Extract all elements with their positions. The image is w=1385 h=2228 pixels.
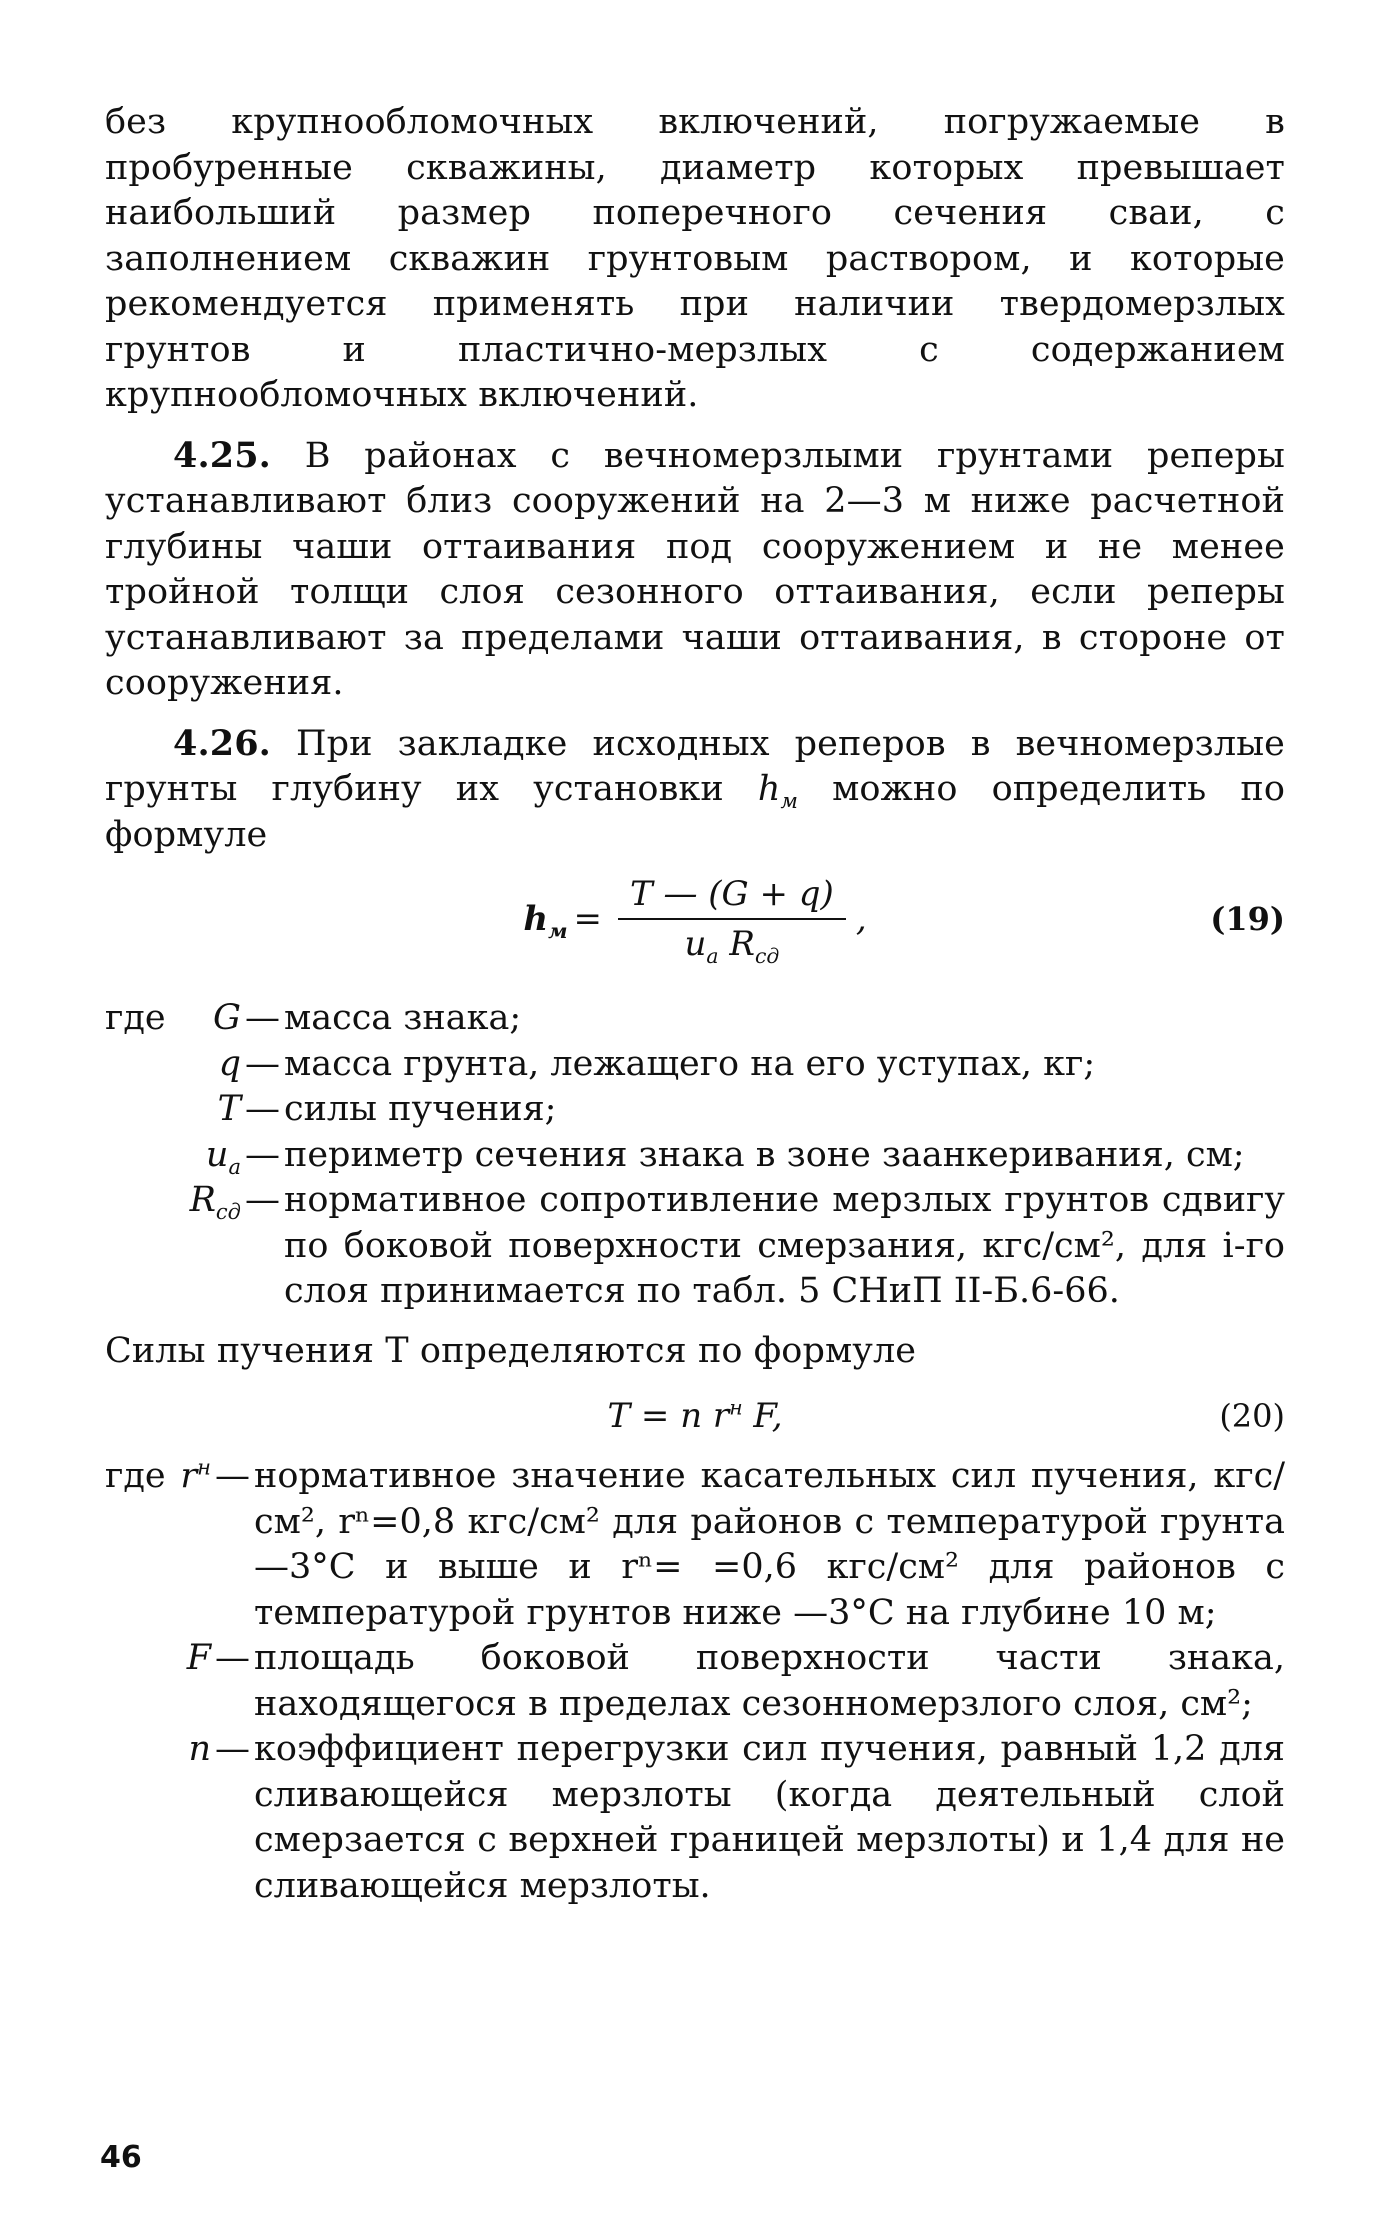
section-text-before: При закладке исходных реперов в вечномерзлые грунты глубину их установки bbox=[105, 723, 1285, 809]
formula-numerator: T — (G + q) bbox=[618, 874, 846, 920]
page-number: 46 bbox=[100, 2140, 142, 2175]
formula-20: T = n $r^н$ F, (20) bbox=[105, 1386, 1285, 1446]
paragraph-intro: без крупнообломочных включений, погружаемые в пробуренные скважины, диаметр которых превышает наибольший размер поперечного сечения сваи, с заполнением скважин грунтовым раствором, и которые рекомендуется применять при наличии твердомерзлых грунтов и пластично-мерзлых с содержанием крупнообломочных включений. bbox=[105, 102, 1285, 415]
definition-item: q — масса грунта, лежащего на его уступах, кг; bbox=[218, 1043, 1096, 1084]
definition-item: $u_a$ — периметр сечения знака в зоне заанкеривания, см; bbox=[205, 1134, 1245, 1179]
formula-lhs: $h_м$ bbox=[523, 899, 568, 943]
definition-item: F — площадь боковой поверхности части знака, находящегося в пределах сезонномерзлого слоя, см²; bbox=[186, 1638, 1285, 1724]
formula-fraction bbox=[618, 874, 846, 968]
definitions-list-1 bbox=[105, 996, 1285, 1315]
section-4-26 bbox=[105, 721, 1285, 859]
equation-number-19: (19) bbox=[1210, 900, 1285, 938]
section-text-after: можно определить по формуле bbox=[105, 769, 1285, 855]
formula-equals: = bbox=[573, 899, 602, 939]
definition-item: где $r^н$ — нормативное значение касательных сил пучения, кгс/см², rⁿ=0,8 кгс/см² для районов с температурой грунта —3°С и выше и rⁿ= =0,6 кгс/см² для районов с температурой грунтов ниже —3°С на глубине 10 м; bbox=[105, 1455, 1285, 1633]
formula-19 bbox=[105, 864, 1285, 974]
definition-item: n — коэффициент перегрузки сил пучения, равный 1,2 для сливающейся мерзлоты (когда деятельный слой смерзается с верхней границей мерзлоты) и 1,4 для не сливающейся мерзлоты. bbox=[188, 1729, 1285, 1906]
equation-number-20: (20) bbox=[1219, 1397, 1285, 1435]
definition-item: T — силы пучения; bbox=[217, 1089, 557, 1129]
definition-item: где G — масса знака; bbox=[105, 998, 522, 1038]
section-number: 4.25. bbox=[173, 434, 271, 476]
formula-tail: , bbox=[855, 899, 867, 939]
section-4-25 bbox=[105, 433, 1285, 707]
definition-item: $R_{сд}$ — нормативное сопротивление мерзлых грунтов сдвигу по боковой поверхности смерзания, кгс/см², для i-го слоя принимается по табл. 5 СНиП II-Б.6-66. bbox=[189, 1180, 1285, 1311]
forces-paragraph: Силы пучения T определяются по формуле bbox=[105, 1330, 917, 1371]
section-number: 4.26. bbox=[173, 722, 271, 764]
formula-denominator: $u_a$ $R_{сд}$ bbox=[684, 924, 780, 968]
definitions-list-2 bbox=[105, 1454, 1285, 1909]
variable-h: $h_м$ bbox=[757, 769, 799, 813]
section-text: В районах с вечномерзлыми грунтами реперы устанавливают близ сооружений на 2—3 м ниже расчетной глубины чаши оттаивания под сооружением и не менее тройной толщи слоя сезонного оттаивания, если реперы устанавливают за пределами чаши оттаивания, в стороне от сооружения. bbox=[105, 435, 1285, 703]
